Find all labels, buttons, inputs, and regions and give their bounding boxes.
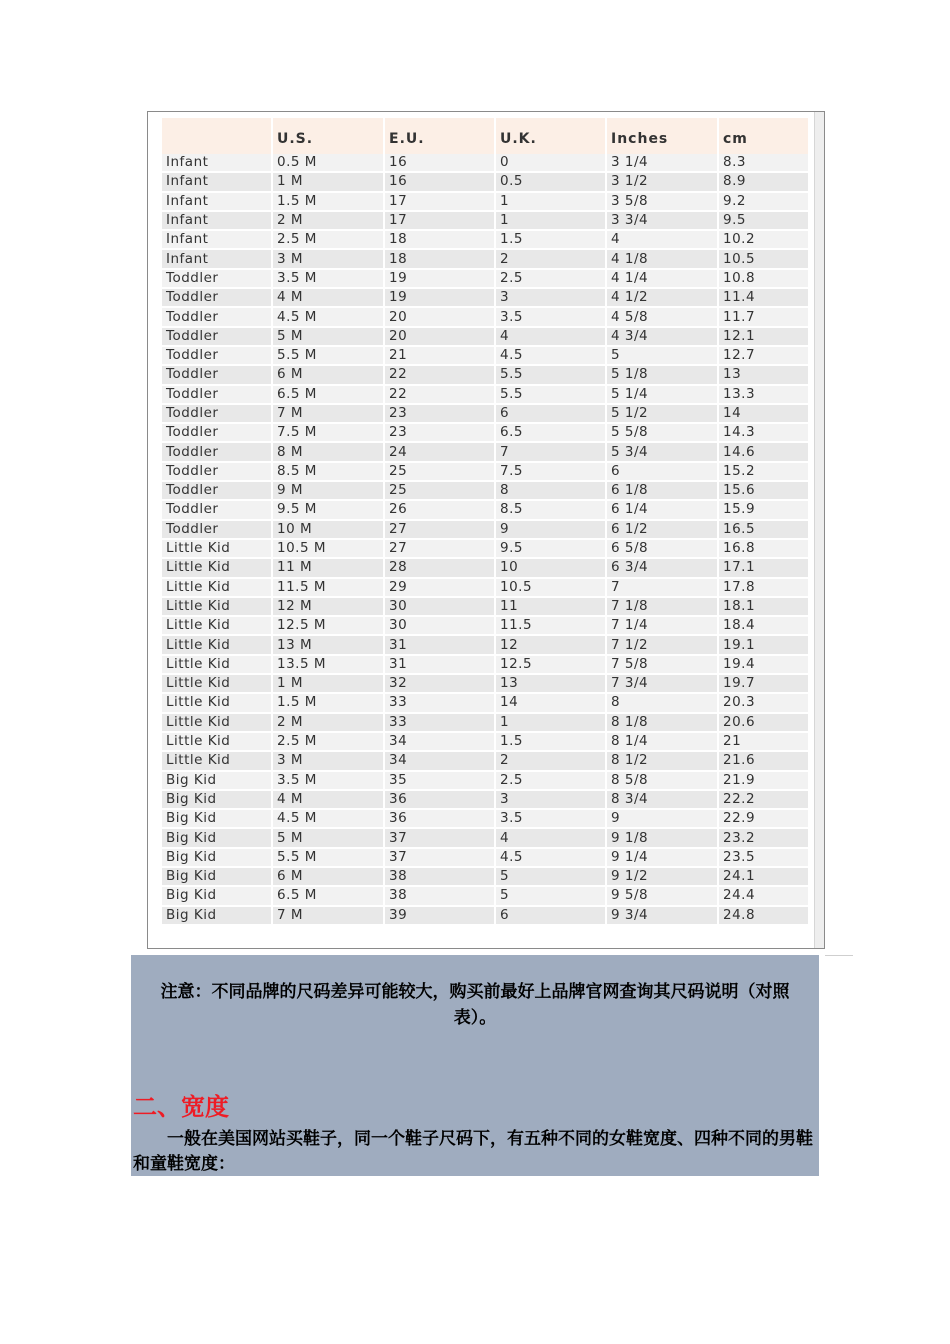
cell-cm: 8.9 — [718, 172, 809, 191]
table-row — [162, 674, 809, 693]
cell-eu: 16 — [384, 154, 495, 172]
cell-eu: 33 — [384, 713, 495, 732]
cell-cm: 16.8 — [718, 539, 809, 558]
cell-category: Toddler — [162, 307, 272, 326]
table-row — [162, 886, 809, 905]
cell-inches: 3 3/4 — [606, 211, 718, 230]
note-section — [131, 955, 819, 1176]
cell-uk: 5 — [495, 886, 606, 905]
cell-category: Infant — [162, 211, 272, 230]
cell-eu: 35 — [384, 771, 495, 790]
cell-eu: 19 — [384, 288, 495, 307]
cell-category: Big Kid — [162, 771, 272, 790]
cell-us: 5.5 M — [272, 848, 384, 867]
cell-eu: 22 — [384, 365, 495, 384]
table-row — [162, 597, 809, 616]
cell-us: 13 M — [272, 635, 384, 654]
cell-inches: 9 3/4 — [606, 906, 718, 925]
cell-cm: 24.8 — [718, 906, 809, 925]
cell-category: Infant — [162, 154, 272, 172]
cell-inches: 9 5/8 — [606, 886, 718, 905]
cell-eu: 16 — [384, 172, 495, 191]
cell-inches: 6 — [606, 462, 718, 481]
cell-category: Little Kid — [162, 732, 272, 751]
cell-eu: 18 — [384, 249, 495, 268]
cell-category: Toddler — [162, 481, 272, 500]
cell-cm: 9.2 — [718, 192, 809, 211]
cell-us: 4.5 M — [272, 307, 384, 326]
table-row — [162, 462, 809, 481]
cell-uk: 1 — [495, 211, 606, 230]
cell-eu: 23 — [384, 423, 495, 442]
cell-cm: 11.4 — [718, 288, 809, 307]
cell-uk: 1 — [495, 713, 606, 732]
cell-category: Little Kid — [162, 713, 272, 732]
cell-us: 6 M — [272, 365, 384, 384]
table-row — [162, 154, 809, 172]
cell-cm: 24.1 — [718, 867, 809, 886]
cell-us: 13.5 M — [272, 655, 384, 674]
cell-eu: 29 — [384, 578, 495, 597]
cell-uk: 11.5 — [495, 616, 606, 635]
cell-inches: 7 5/8 — [606, 655, 718, 674]
cell-inches: 7 1/8 — [606, 597, 718, 616]
cell-eu: 28 — [384, 558, 495, 577]
cell-uk: 3.5 — [495, 809, 606, 828]
table-row — [162, 269, 809, 288]
section-paragraph: 一般在美国网站买鞋子，同一个鞋子尺码下，有五种不同的女鞋宽度、四种不同的男鞋和童鞋宽度： — [133, 1129, 813, 1174]
cell-us: 5 M — [272, 327, 384, 346]
cell-inches: 8 3/4 — [606, 790, 718, 809]
table-row — [162, 307, 809, 326]
cell-us: 7 M — [272, 906, 384, 925]
cell-inches: 9 1/2 — [606, 867, 718, 886]
cell-category: Little Kid — [162, 674, 272, 693]
cell-us: 6.5 M — [272, 385, 384, 404]
table-row — [162, 481, 809, 500]
header-category — [162, 118, 272, 154]
table-row — [162, 249, 809, 268]
cell-inches: 4 — [606, 230, 718, 249]
cell-cm: 21.6 — [718, 751, 809, 770]
cell-us: 2 M — [272, 713, 384, 732]
cell-inches: 4 1/8 — [606, 249, 718, 268]
table-row — [162, 809, 809, 828]
cell-eu: 17 — [384, 192, 495, 211]
cell-inches: 6 1/2 — [606, 520, 718, 539]
cell-uk: 3 — [495, 288, 606, 307]
cell-eu: 31 — [384, 635, 495, 654]
cell-eu: 32 — [384, 674, 495, 693]
table-row — [162, 211, 809, 230]
cell-us: 3.5 M — [272, 269, 384, 288]
cell-cm: 11.7 — [718, 307, 809, 326]
table-row — [162, 520, 809, 539]
cell-cm: 20.3 — [718, 693, 809, 712]
cell-category: Infant — [162, 192, 272, 211]
cell-cm: 14.6 — [718, 442, 809, 461]
cell-us: 11.5 M — [272, 578, 384, 597]
cell-us: 5 M — [272, 828, 384, 847]
cell-us: 4.5 M — [272, 809, 384, 828]
cell-uk: 6 — [495, 404, 606, 423]
cell-inches: 5 1/2 — [606, 404, 718, 423]
cell-cm: 19.1 — [718, 635, 809, 654]
cell-eu: 18 — [384, 230, 495, 249]
cell-cm: 13.3 — [718, 385, 809, 404]
cell-eu: 37 — [384, 848, 495, 867]
cell-uk: 10.5 — [495, 578, 606, 597]
cell-inches: 7 1/2 — [606, 635, 718, 654]
cell-uk: 2.5 — [495, 771, 606, 790]
cell-category: Big Kid — [162, 906, 272, 925]
cell-eu: 24 — [384, 442, 495, 461]
cell-us: 10.5 M — [272, 539, 384, 558]
cell-inches: 4 3/4 — [606, 327, 718, 346]
cell-us: 10 M — [272, 520, 384, 539]
table-header-row — [162, 118, 809, 154]
table-row — [162, 288, 809, 307]
cell-category: Big Kid — [162, 848, 272, 867]
cell-category: Toddler — [162, 365, 272, 384]
cell-uk: 4.5 — [495, 346, 606, 365]
cell-uk: 3.5 — [495, 307, 606, 326]
table-row — [162, 365, 809, 384]
cell-us: 4 M — [272, 790, 384, 809]
cell-us: 2.5 M — [272, 732, 384, 751]
divider-line — [825, 955, 853, 956]
cell-inches: 5 5/8 — [606, 423, 718, 442]
cell-cm: 19.4 — [718, 655, 809, 674]
table-row — [162, 192, 809, 211]
cell-eu: 34 — [384, 732, 495, 751]
cell-eu: 30 — [384, 616, 495, 635]
cell-inches: 5 1/4 — [606, 385, 718, 404]
cell-uk: 2.5 — [495, 269, 606, 288]
cell-uk: 5.5 — [495, 385, 606, 404]
cell-uk: 1.5 — [495, 230, 606, 249]
cell-uk: 14 — [495, 693, 606, 712]
cell-category: Toddler — [162, 385, 272, 404]
table-row — [162, 790, 809, 809]
cell-category: Toddler — [162, 423, 272, 442]
cell-uk: 1 — [495, 192, 606, 211]
cell-eu: 39 — [384, 906, 495, 925]
cell-eu: 31 — [384, 655, 495, 674]
cell-inches: 3 1/2 — [606, 172, 718, 191]
cell-uk: 4 — [495, 828, 606, 847]
cell-uk: 8 — [495, 481, 606, 500]
cell-cm: 15.2 — [718, 462, 809, 481]
cell-cm: 10.5 — [718, 249, 809, 268]
size-chart-table — [162, 118, 810, 926]
table-row — [162, 751, 809, 770]
table-row — [162, 404, 809, 423]
cell-cm: 21 — [718, 732, 809, 751]
cell-cm: 20.6 — [718, 713, 809, 732]
cell-category: Big Kid — [162, 790, 272, 809]
cell-category: Infant — [162, 172, 272, 191]
cell-category: Little Kid — [162, 558, 272, 577]
cell-eu: 30 — [384, 597, 495, 616]
table-row — [162, 578, 809, 597]
cell-uk: 0 — [495, 154, 606, 172]
section-heading: 二、宽度 — [133, 1092, 229, 1121]
cell-eu: 25 — [384, 481, 495, 500]
cell-cm: 8.3 — [718, 154, 809, 172]
cell-inches: 4 5/8 — [606, 307, 718, 326]
table-row — [162, 635, 809, 654]
note-text: 注意：不同品牌的尺码差异可能较大，购买前最好上品牌官网查询其尺码说明（对照表）。 — [160, 982, 790, 1028]
table-row — [162, 346, 809, 365]
cell-category: Big Kid — [162, 809, 272, 828]
cell-us: 7 M — [272, 404, 384, 423]
cell-us: 2 M — [272, 211, 384, 230]
cell-inches: 5 — [606, 346, 718, 365]
cell-eu: 23 — [384, 404, 495, 423]
cell-inches: 7 3/4 — [606, 674, 718, 693]
table-row — [162, 500, 809, 519]
cell-us: 3 M — [272, 751, 384, 770]
cell-category: Little Kid — [162, 655, 272, 674]
cell-uk: 1.5 — [495, 732, 606, 751]
cell-uk: 9.5 — [495, 539, 606, 558]
table-row — [162, 732, 809, 751]
cell-cm: 12.7 — [718, 346, 809, 365]
header-eu: E.U. — [384, 118, 495, 154]
header-us: U.S. — [272, 118, 384, 154]
cell-inches: 7 1/4 — [606, 616, 718, 635]
cell-us: 1.5 M — [272, 693, 384, 712]
cell-us: 1 M — [272, 172, 384, 191]
cell-cm: 22.9 — [718, 809, 809, 828]
cell-inches: 4 1/2 — [606, 288, 718, 307]
cell-cm: 24.4 — [718, 886, 809, 905]
cell-us: 5.5 M — [272, 346, 384, 365]
cell-us: 12.5 M — [272, 616, 384, 635]
cell-uk: 4 — [495, 327, 606, 346]
cell-cm: 10.8 — [718, 269, 809, 288]
cell-us: 6.5 M — [272, 886, 384, 905]
header-uk: U.K. — [495, 118, 606, 154]
cell-uk: 0.5 — [495, 172, 606, 191]
table-row — [162, 539, 809, 558]
cell-inches: 7 — [606, 578, 718, 597]
cell-inches: 8 — [606, 693, 718, 712]
cell-uk: 5 — [495, 867, 606, 886]
cell-category: Toddler — [162, 346, 272, 365]
cell-eu: 27 — [384, 520, 495, 539]
cell-us: 4 M — [272, 288, 384, 307]
cell-eu: 37 — [384, 828, 495, 847]
cell-cm: 23.5 — [718, 848, 809, 867]
cell-eu: 26 — [384, 500, 495, 519]
cell-inches: 8 1/2 — [606, 751, 718, 770]
cell-uk: 2 — [495, 751, 606, 770]
cell-uk: 7.5 — [495, 462, 606, 481]
cell-uk: 10 — [495, 558, 606, 577]
cell-us: 7.5 M — [272, 423, 384, 442]
cell-cm: 16.5 — [718, 520, 809, 539]
cell-category: Infant — [162, 249, 272, 268]
cell-inches: 8 1/4 — [606, 732, 718, 751]
table-row — [162, 442, 809, 461]
cell-uk: 13 — [495, 674, 606, 693]
cell-eu: 36 — [384, 809, 495, 828]
cell-uk: 3 — [495, 790, 606, 809]
table-row — [162, 906, 809, 925]
cell-category: Little Kid — [162, 635, 272, 654]
cell-category: Big Kid — [162, 828, 272, 847]
cell-uk: 7 — [495, 442, 606, 461]
cell-eu: 22 — [384, 385, 495, 404]
table-row — [162, 867, 809, 886]
cell-cm: 21.9 — [718, 771, 809, 790]
cell-inches: 9 1/4 — [606, 848, 718, 867]
cell-inches: 3 5/8 — [606, 192, 718, 211]
cell-us: 8 M — [272, 442, 384, 461]
cell-category: Infant — [162, 230, 272, 249]
cell-us: 12 M — [272, 597, 384, 616]
cell-category: Little Kid — [162, 751, 272, 770]
cell-cm: 15.6 — [718, 481, 809, 500]
cell-cm: 22.2 — [718, 790, 809, 809]
cell-eu: 38 — [384, 886, 495, 905]
header-inches: Inches — [606, 118, 718, 154]
cell-uk: 9 — [495, 520, 606, 539]
cell-category: Toddler — [162, 520, 272, 539]
table-row — [162, 828, 809, 847]
cell-uk: 2 — [495, 249, 606, 268]
cell-category: Little Kid — [162, 597, 272, 616]
table-row — [162, 771, 809, 790]
table-row — [162, 713, 809, 732]
cell-us: 11 M — [272, 558, 384, 577]
header-cm: cm — [718, 118, 809, 154]
cell-eu: 27 — [384, 539, 495, 558]
cell-category: Little Kid — [162, 616, 272, 635]
cell-cm: 17.1 — [718, 558, 809, 577]
cell-inches: 8 5/8 — [606, 771, 718, 790]
cell-eu: 20 — [384, 327, 495, 346]
cell-cm: 10.2 — [718, 230, 809, 249]
cell-cm: 18.1 — [718, 597, 809, 616]
cell-category: Toddler — [162, 462, 272, 481]
cell-category: Toddler — [162, 500, 272, 519]
cell-uk: 11 — [495, 597, 606, 616]
cell-inches: 5 3/4 — [606, 442, 718, 461]
cell-uk: 12 — [495, 635, 606, 654]
table-row — [162, 848, 809, 867]
cell-us: 3.5 M — [272, 771, 384, 790]
cell-uk: 4.5 — [495, 848, 606, 867]
cell-uk: 6.5 — [495, 423, 606, 442]
cell-category: Toddler — [162, 269, 272, 288]
cell-inches: 3 1/4 — [606, 154, 718, 172]
cell-cm: 13 — [718, 365, 809, 384]
cell-inches: 6 3/4 — [606, 558, 718, 577]
cell-cm: 14 — [718, 404, 809, 423]
cell-us: 2.5 M — [272, 230, 384, 249]
cell-uk: 8.5 — [495, 500, 606, 519]
table-row — [162, 230, 809, 249]
cell-us: 1 M — [272, 674, 384, 693]
table-row — [162, 693, 809, 712]
cell-category: Toddler — [162, 442, 272, 461]
cell-category: Toddler — [162, 288, 272, 307]
cell-cm: 17.8 — [718, 578, 809, 597]
cell-us: 0.5 M — [272, 154, 384, 172]
cell-cm: 18.4 — [718, 616, 809, 635]
cell-us: 3 M — [272, 249, 384, 268]
cell-category: Toddler — [162, 327, 272, 346]
cell-cm: 19.7 — [718, 674, 809, 693]
cell-inches: 9 — [606, 809, 718, 828]
cell-eu: 25 — [384, 462, 495, 481]
cell-category: Big Kid — [162, 886, 272, 905]
cell-cm: 23.2 — [718, 828, 809, 847]
cell-category: Little Kid — [162, 693, 272, 712]
cell-us: 9.5 M — [272, 500, 384, 519]
cell-us: 8.5 M — [272, 462, 384, 481]
cell-category: Little Kid — [162, 578, 272, 597]
cell-us: 9 M — [272, 481, 384, 500]
table-row — [162, 172, 809, 191]
cell-cm: 14.3 — [718, 423, 809, 442]
table-row — [162, 558, 809, 577]
table-row — [162, 423, 809, 442]
cell-category: Big Kid — [162, 867, 272, 886]
cell-eu: 20 — [384, 307, 495, 326]
cell-eu: 21 — [384, 346, 495, 365]
size-chart-frame — [147, 111, 825, 949]
size-chart-body — [162, 154, 809, 925]
cell-cm: 9.5 — [718, 211, 809, 230]
cell-category: Toddler — [162, 404, 272, 423]
cell-eu: 38 — [384, 867, 495, 886]
table-row — [162, 327, 809, 346]
cell-inches: 5 1/8 — [606, 365, 718, 384]
cell-uk: 6 — [495, 906, 606, 925]
cell-us: 1.5 M — [272, 192, 384, 211]
cell-inches: 6 1/8 — [606, 481, 718, 500]
cell-cm: 15.9 — [718, 500, 809, 519]
cell-eu: 36 — [384, 790, 495, 809]
cell-inches: 9 1/8 — [606, 828, 718, 847]
cell-inches: 8 1/8 — [606, 713, 718, 732]
cell-category: Little Kid — [162, 539, 272, 558]
cell-eu: 19 — [384, 269, 495, 288]
table-row — [162, 655, 809, 674]
cell-us: 6 M — [272, 867, 384, 886]
cell-eu: 34 — [384, 751, 495, 770]
cell-eu: 33 — [384, 693, 495, 712]
cell-cm: 12.1 — [718, 327, 809, 346]
cell-uk: 12.5 — [495, 655, 606, 674]
table-row — [162, 385, 809, 404]
cell-uk: 5.5 — [495, 365, 606, 384]
cell-inches: 4 1/4 — [606, 269, 718, 288]
table-row — [162, 616, 809, 635]
cell-inches: 6 5/8 — [606, 539, 718, 558]
cell-inches: 6 1/4 — [606, 500, 718, 519]
cell-eu: 17 — [384, 211, 495, 230]
